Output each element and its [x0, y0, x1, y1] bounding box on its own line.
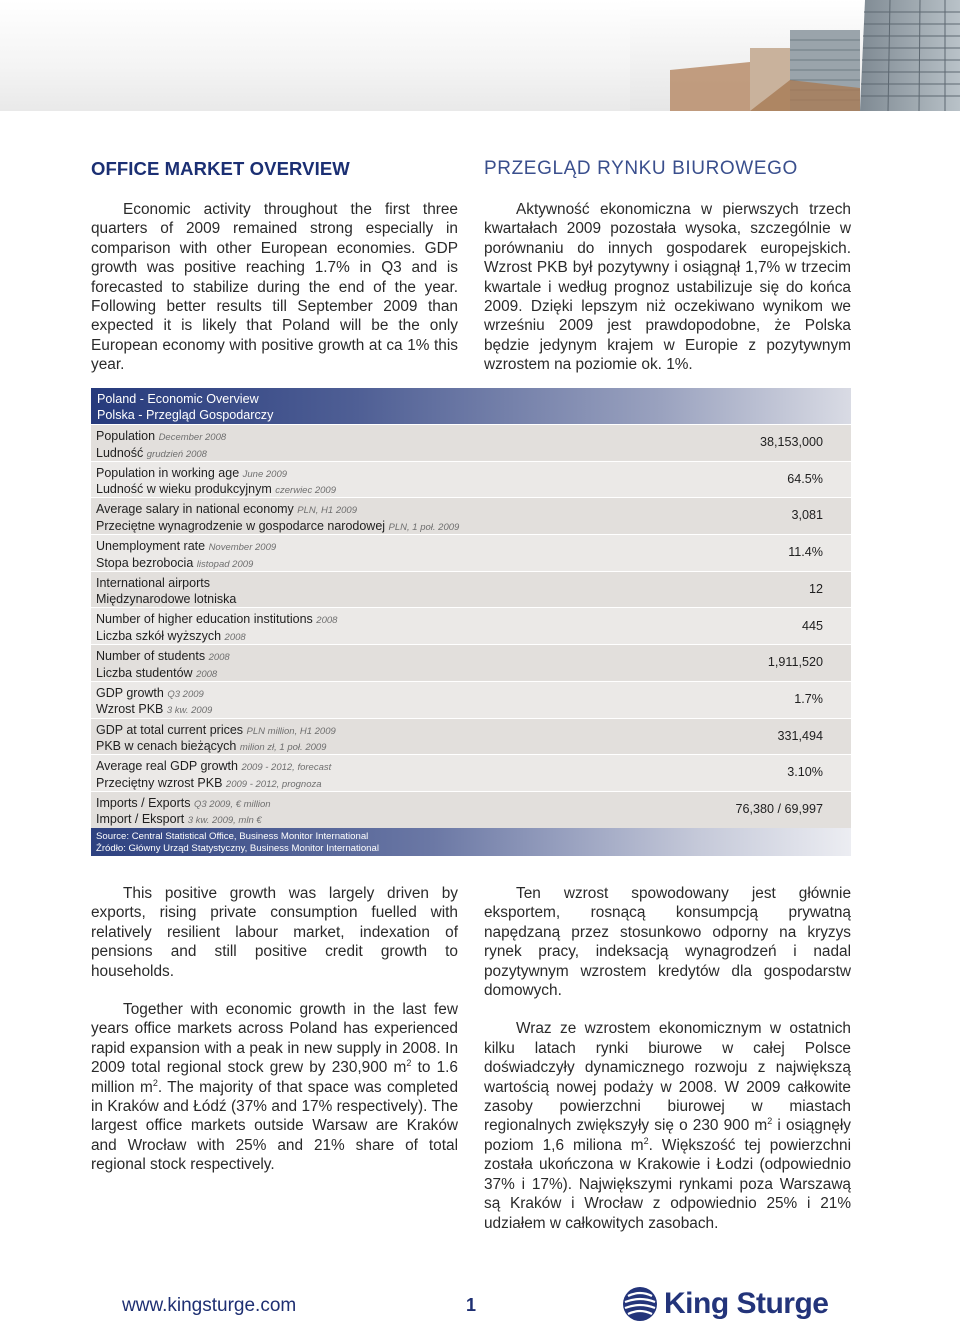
- table-row: [91, 534, 851, 571]
- body-pl-p2-b: i osiągnęły poziom 1,6 miliona m: [484, 1117, 852, 1154]
- label-pl-note: 2009 - 2012, prognoza: [225, 778, 322, 790]
- row-label-pl: [96, 776, 851, 793]
- row-label-pl: [96, 702, 851, 719]
- logo-text: King Sturge: [664, 1287, 829, 1320]
- source-pl: Źródło: Główny Urząd Statystyczny, Business Monitor International: [96, 843, 379, 854]
- intro-pl: [484, 200, 851, 375]
- label-pl-note: milion zł, 1 poł. 2009: [239, 742, 327, 753]
- label-en: Average salary in national economy: [96, 502, 294, 517]
- row-value: 11.4%: [788, 545, 823, 560]
- label-pl: Przeciętne wynagrodzenie w gospodarce narodowej: [96, 518, 386, 533]
- label-pl-note: 3 kw. 2009, mln €: [187, 815, 262, 827]
- row-label-en: [96, 539, 851, 556]
- row-label-en: [96, 723, 851, 740]
- heading-przeglad-rynku: PRZEGLĄD RYNKU BIUROWEGO: [484, 158, 798, 179]
- row-value: 445: [801, 618, 823, 633]
- label-pl-note: PLN, 1 poł. 2009: [388, 521, 460, 533]
- body-en-p2: [91, 1000, 458, 1175]
- label-pl-note: grudzień 2008: [146, 448, 207, 460]
- label-en-note: 2008: [208, 652, 230, 664]
- table-row: [91, 461, 851, 498]
- row-label-en: [96, 466, 851, 483]
- row-value: 3.10%: [787, 765, 823, 780]
- label-pl: Stopa bezrobocia: [96, 555, 194, 570]
- row-value: 331,494: [777, 728, 823, 743]
- table-row: [91, 791, 851, 828]
- label-pl-note: czerwiec 2009: [275, 485, 336, 497]
- label-en: International airports: [96, 575, 210, 590]
- row-label-en: [96, 429, 851, 446]
- label-pl-note: 3 kw. 2009: [166, 705, 213, 717]
- label-en: Number of students: [96, 649, 206, 664]
- table-row: [91, 424, 851, 461]
- king-sturge-logo: [622, 1286, 829, 1322]
- superscript: 2: [767, 1116, 773, 1127]
- row-value: 76,380 / 69,997: [735, 801, 823, 816]
- label-en: Number of higher education institutions: [96, 612, 313, 627]
- label-en-note: 2008: [316, 615, 338, 627]
- globe-logo-icon: [622, 1286, 658, 1322]
- row-label-en: [96, 612, 851, 629]
- label-en: Imports / Exports: [96, 795, 191, 810]
- row-label-pl: [96, 556, 851, 573]
- table-row: [91, 718, 851, 755]
- heading-office-market-overview: OFFICE MARKET OVERVIEW: [91, 158, 350, 179]
- label-en-note: Q3 2009: [167, 688, 204, 700]
- label-pl: Ludność: [96, 445, 144, 460]
- label-pl: Międzynarodowe lotniska: [96, 592, 237, 607]
- table-title-en: Poland - Economic Overview: [97, 392, 259, 406]
- table-title-pl: Polska - Przegląd Gospodarczy: [97, 408, 274, 422]
- row-label-en: [96, 502, 851, 519]
- superscript: 2: [406, 1058, 412, 1069]
- label-en: Population in working age: [96, 465, 240, 480]
- table-row: [91, 497, 851, 534]
- row-label-pl: [96, 739, 851, 756]
- row-label-pl: [96, 482, 851, 499]
- body-pl-p2: [484, 1019, 851, 1232]
- intro-en: [91, 200, 458, 375]
- label-pl-note: 2008: [196, 668, 218, 680]
- table-row: [91, 571, 851, 608]
- row-label-en: [96, 649, 851, 666]
- body-pl-p2-c: . Większość tej powierzchni została ukończona w Krakowie i Łodzi (odpowiednio 37% i 17%). Największymi rynkami poza Warszawą są Kraków i Wrocław z odpowiednio 25% i 21% udziałem w całkowitych zasobach.: [484, 1136, 852, 1232]
- row-label-en: [96, 576, 851, 593]
- row-value: 1.7%: [794, 691, 823, 706]
- label-en-note: December 2008: [158, 432, 227, 443]
- label-pl: Liczba szkół wyższych: [96, 628, 222, 643]
- office-building-image: [630, 0, 960, 111]
- label-pl: Wzrost PKB: [96, 702, 164, 717]
- superscript: 2: [152, 1077, 158, 1088]
- label-pl: Przeciętny wzrost PKB: [96, 775, 223, 790]
- row-label-en: [96, 686, 851, 703]
- label-en-note: 2009 - 2012, forecast: [241, 762, 332, 774]
- table-row: [91, 644, 851, 681]
- label-pl: Liczba studentów: [96, 665, 193, 680]
- table-row: [91, 681, 851, 718]
- page-number: 1: [466, 1295, 477, 1315]
- header-photo: [0, 0, 960, 111]
- table-row: [91, 607, 851, 644]
- label-en-note: June 2009: [242, 468, 288, 480]
- body-en: [91, 884, 458, 1175]
- label-en: GDP at total current prices: [96, 722, 244, 737]
- row-label-en: [96, 759, 851, 776]
- table-source: [91, 828, 851, 856]
- label-pl: PKB w cenach bieżących: [96, 739, 237, 753]
- economic-overview-table: [91, 424, 851, 828]
- superscript: 2: [643, 1135, 649, 1146]
- row-label-pl: [96, 629, 851, 646]
- source-en: Source: Central Statistical Office, Business Monitor International: [96, 831, 369, 842]
- label-en-note: November 2009: [208, 542, 277, 554]
- body-en-p2-b: to 1.6 million m: [91, 1059, 458, 1096]
- label-en-note: PLN million, H1 2009: [246, 725, 336, 737]
- row-value: 64.5%: [787, 471, 823, 486]
- body-pl-p1: Ten wzrost spowodowany jest głównie eksportem, rosnącą konsumpcją prywatną napędzaną przez stosunkowo odporny na kryzys rynek pracy, indeksacją wynagrodzeń i nadal pozytywnym wzrostem kredytów dla gospodarstw domowych.: [484, 885, 851, 1000]
- table-header: [91, 388, 851, 424]
- label-en: Population: [96, 429, 156, 443]
- label-pl: Ludność w wieku produkcyjnym: [96, 482, 272, 497]
- row-value: 1,911,520: [767, 655, 823, 670]
- label-en-note: PLN, H1 2009: [297, 505, 357, 517]
- intro-pl-text: Aktywność ekonomiczna w pierwszych trzech kwartałach 2009 pozostała wysoka, szczególnie w porównaniu do innych gospodarek europejskich. Wzrost PKB był pozytywny i osiągnął 1,7% w trzecim kwartale i według prognoz ustabilizuje się do końca 2009. Dzięki lepszym niż oczekiwano wynikom we wrześniu 2009 jest prawdopodobne, że Polska będzie jedynym krajem w Europie z pozytywnym wzrostem na poziomie ok. 1%.: [484, 201, 851, 374]
- body-en-p2-c: . The majority of that space was completed in Kraków and Łódź (37% and 17% respectively). The largest office markets outside Warsaw are Kraków and Wrocław with 25% and 21% share of total regional stock respectively.: [91, 1078, 458, 1174]
- label-pl-note: listopad 2009: [196, 558, 254, 570]
- label-en: GDP growth: [96, 685, 164, 700]
- body-pl: [484, 884, 851, 1233]
- label-pl-note: 2008: [224, 631, 246, 643]
- label-pl: Import / Eksport: [96, 812, 185, 827]
- row-label-pl: [96, 446, 851, 463]
- footer-url-link[interactable]: www.kingsturge.com: [122, 1295, 297, 1316]
- row-label-pl: [96, 592, 851, 609]
- label-en-note: Q3 2009, € million: [193, 798, 271, 810]
- label-en: Unemployment rate: [96, 539, 206, 554]
- row-label-pl: [96, 666, 851, 683]
- row-value: 12: [808, 581, 823, 596]
- row-value: 38,153,000: [759, 435, 823, 450]
- row-label-pl: [96, 519, 851, 536]
- body-pl-p2-a: Wraz ze wzrostem ekonomicznym w ostatnich kilku latach rynki biurowe w całej Polsce doświadczyły dynamicznego rozwoju z największą wartością nowej podaży w 2008. W 2009 całkowite zasoby powierzchni biurowej w miastach regionalnych zwiększyły się o 230 900 m: [484, 1020, 851, 1135]
- row-value: 3,081: [791, 508, 823, 523]
- intro-en-text: Economic activity throughout the first three quarters of 2009 remained strong especially in comparison with other European economies. GDP growth was positive reaching 1.7% in Q3 and is forecasted to stabilize during the end of the year. Following better results till September 2009 than expected it is likely that Poland will be the only European economy with positive growth at ca 1% this year.: [91, 201, 458, 374]
- label-en: Average real GDP growth: [96, 759, 238, 774]
- table-row: [91, 754, 851, 791]
- body-en-p2-a: Together with economic growth in the last few years office markets across Poland has experienced rapid expansion with a peak in new supply in 2008. In 2009 total regional stock grew by 230,900 m: [91, 1001, 458, 1077]
- body-en-p1: This positive growth was largely driven by exports, rising private consumption fuelled with relatively resilient labour market, indexation of pensions and still positive credit growth to households.: [91, 885, 458, 980]
